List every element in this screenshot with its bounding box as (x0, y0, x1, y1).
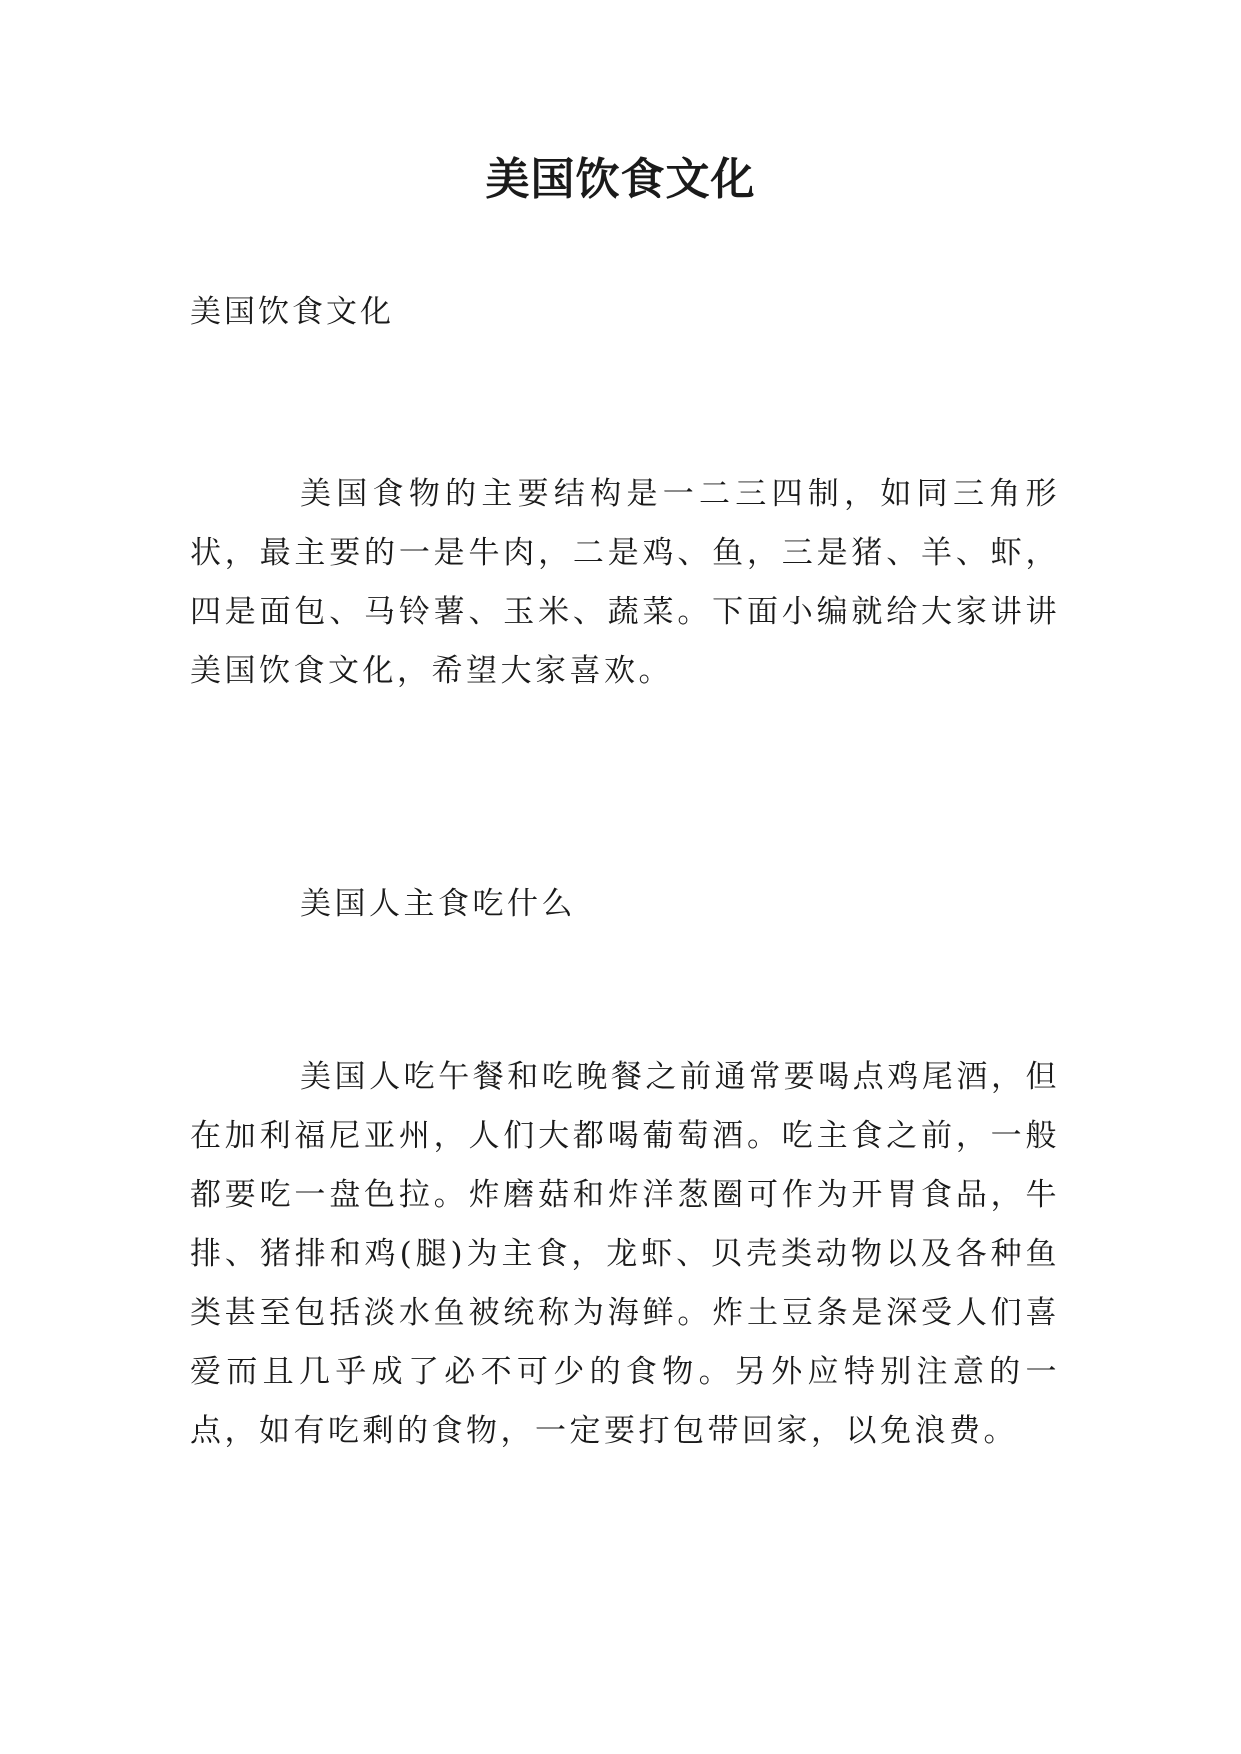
document-title: 美国饮食文化 (485, 154, 756, 205)
document-subtitle: 美国饮食文化 (190, 294, 394, 330)
body-paragraph: 美国人吃午餐和吃晚餐之前通常要喝点鸡尾酒，但在加利福尼亚州，人们大都喝葡萄酒。吃主食之前，一般都要吃一盘色拉。炸磨菇和炸洋葱圈可作为开胃食品，牛排、猪排和鸡(腿)为主食，龙虾、贝壳类动物以及各种鱼类甚至包括淡水鱼被统称为海鲜。炸土豆条是深受人们喜爱而且几乎成了必不可少的食物。另外应特别注意的一点，如有吃剩的食物，一定要打包带回家，以免浪费。 (190, 1059, 1060, 1449)
intro-paragraph: 美国食物的主要结构是一二三四制，如同三角形状，最主要的一是牛肉，二是鸡、鱼，三是猪、羊、虾，四是面包、马铃薯、玉米、蔬菜。下面小编就给大家讲讲美国饮食文化，希望大家喜欢。 (190, 476, 1060, 689)
section-heading: 美国人主食吃什么 (300, 886, 576, 922)
